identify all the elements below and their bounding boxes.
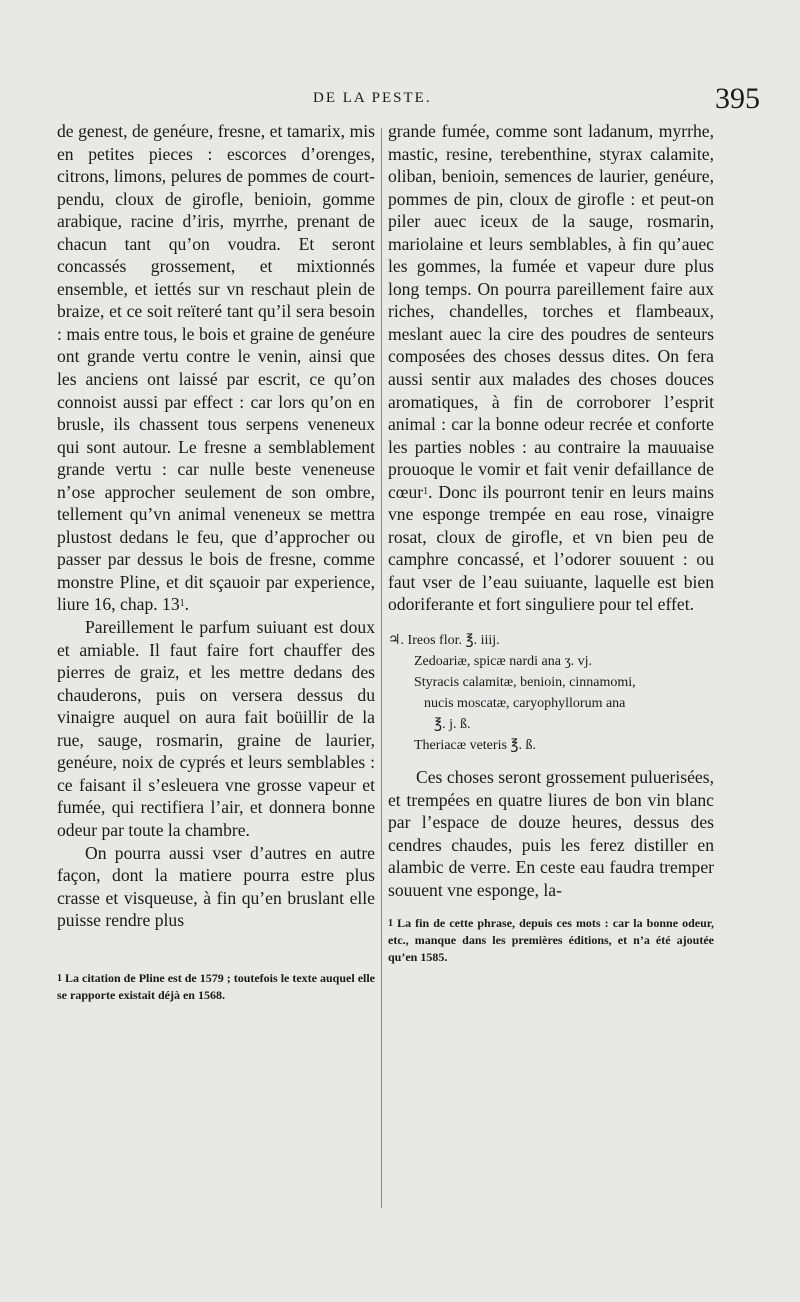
left-paragraph-1-text: de genest, de genéure, fresne, et tamarix, mis en petites pieces : escorces d’orenges, citrons, limons, pelures de pommes de court-pendu, cloux de girofle, benioin, gomme arabique, racine d’iris, myrrhe, prenant de chacun tant qu’on voudra. Et seront concassés grossement, et mixtionnés ensemble, et iettés sur vn reschaut plein de braize, et ce soit reïteré tant qu’il sera besoin : mais entre tous, le bois et graine de genéure ont grande vertu contre le venin, ainsi que les anciens ont laissé par escrit, ce qu’on connoist aussi par effect : car lors qu’on en brusle, ils chassent tous serpens veneneux qui sont autour. Le fresne a semblablement grande vertu : car nulle beste veneneuse n’ose approcher seulement de son ombre, tellement qu’vn animal veneneux se mettra plustost dedans le feu, que d’approcher ou passer par dessus le bois de fresne, comme monstre Pline, et dit sçauoir par experience, liure 16, chap. 13 — [57, 121, 375, 615]
left-paragraph-3: On pourra aussi vser d’autres en autre façon, dont la matiere pourra estre plus crasse et visqueuse, à fin qu’en bruslant elle puisse rendre plus — [57, 842, 375, 931]
right-paragraph-1-text: grande fumée, comme sont ladanum, myrrhe, mastic, resine, terebenthine, styrax calamite, oliban, benioin, semences de laurier, genéure, pommes de pin, cloux de girofle : et peut-on piler auec iceux de la sauge, rosmarin, mariolaine et leurs semblables, à fin qu’auec les gommes, la fumée et vapeur dure plus long temps. On pourra pareillement faire aux riches, chandelles, torches et flambeaux, meslant auec la cire des poudres de senteurs composées des choses dessus dites. On fera aussi sentir aux malades des choses douces aromatiques, à fin de corroborer l’esprit animal : car la bonne odeur recrée et conforte les parties nobles : au contraire la mauuaise prouoque le vomir et fait venir defaillance de cœur — [388, 121, 714, 502]
left-paragraph-2: Pareillement le parfum suiuant est doux et amiable. Il faut faire fort chauffer des pierres de graiz, et les mettre dedans des chauderons, puis on versera dessus du vinaigre auquel on aura fait boüillir de la rue, sauge, rosmarin, graine de laurier, genéure, noix de cyprés et leurs semblables : ce faisant il s’esleuera vne grosse vapeur et fumée, qui rectifiera l’air, et donnera bonne odeur par toute la chambre. — [57, 617, 375, 840]
left-note-ref: 1 — [179, 598, 185, 610]
left-column — [57, 120, 375, 1004]
right-paragraph-1 — [388, 120, 714, 616]
right-note-ref: 1 — [423, 485, 429, 497]
right-footnote — [388, 915, 714, 966]
recipe-line: Styracis calamitæ, benioin, cinnamomi, — [414, 675, 636, 691]
left-footnote — [57, 970, 375, 1004]
running-title: DE LA PESTE. — [313, 90, 432, 106]
right-footnote-text: La fin de cette phrase, depuis ces mots : car la bonne odeur, etc., manque dans les premières éditions, et n’a été ajoutée qu’en 1585. — [388, 916, 714, 965]
right-paragraph-1-tail: . Donc ils pourront tenir en leurs mains vne esponge trempée en eau rose, vinaigre rosat, cloux de girofle, et vn bien peu de camphre concassé, et l’odorer souuent : ou faut vser de l’eau suiuante, laquelle est bien odoriferante et fort singuliere pour tel effet. — [388, 481, 714, 615]
right-column — [388, 120, 714, 966]
recipe-line: Zedoariæ, spicæ nardi ana ʒ. vj. — [414, 654, 593, 670]
recipe-line: ℥. j. ß. — [434, 717, 471, 733]
column-divider — [381, 128, 382, 1208]
right-footnote-marker: 1 — [388, 918, 393, 930]
page-number: 395 — [715, 82, 760, 115]
recipe-line: Theriacæ veteris ℥. ß. — [414, 738, 536, 754]
recipe-block — [388, 630, 714, 756]
left-footnote-text: La citation de Pline est de 1579 ; toutefois le texte auquel elle se rapporte existait déjà en 1568. — [57, 970, 376, 1002]
right-paragraph-2: Ces choses seront grossement puluerisées, et trempées en quatre liures de bon vin blanc par l’espace de douze heures, dessus des cendres chaudes, puis les ferez distiller en alambic de verre. En ceste eau faudra tremper souuent vne esponge, la- — [388, 767, 714, 900]
page-header — [58, 82, 760, 116]
recipe-line: ♃. Ireos flor. ℥. iiij. — [388, 633, 500, 649]
recipe-line: nucis moscatæ, caryophyllorum ana — [424, 696, 626, 712]
left-footnote-marker: 1 — [57, 972, 62, 984]
left-paragraph-1: de genest, de genéure, fresne, et tamarix, mis en petites pieces : escorces d’orenges, citrons, limons, pelures de pommes de court-pendu, cloux de girofle, benioin, gomme arabique, racine d’iris, myrrhe, prenant de chacun tant qu’on voudra. Et seront concassés grossement, et mixtionnés ensemble, et iettés sur vn reschaut plein de braize, et ce soit reïteré tant qu’il sera besoin : mais entre tous, le bois et graine de genéure ont grande vertu contre le venin, ainsi que les anciens ont laissé par escrit, ce qu’on connoist aussi par effect : car lors qu’on en brusle, ils chassent tous serpens veneneux qui sont autour. Le fresne a semblablement grande vertu : car nulle beste veneneuse n’ose approcher seulement de son ombre, tellement qu’vn animal veneneux se mettra plustost dedans le feu, que d’approcher ou passer par dessus le bois de fresne, comme monstre Pline, et dit sçauoir par experience, liure 16, chap. $13^1$. — [57, 121, 375, 615]
